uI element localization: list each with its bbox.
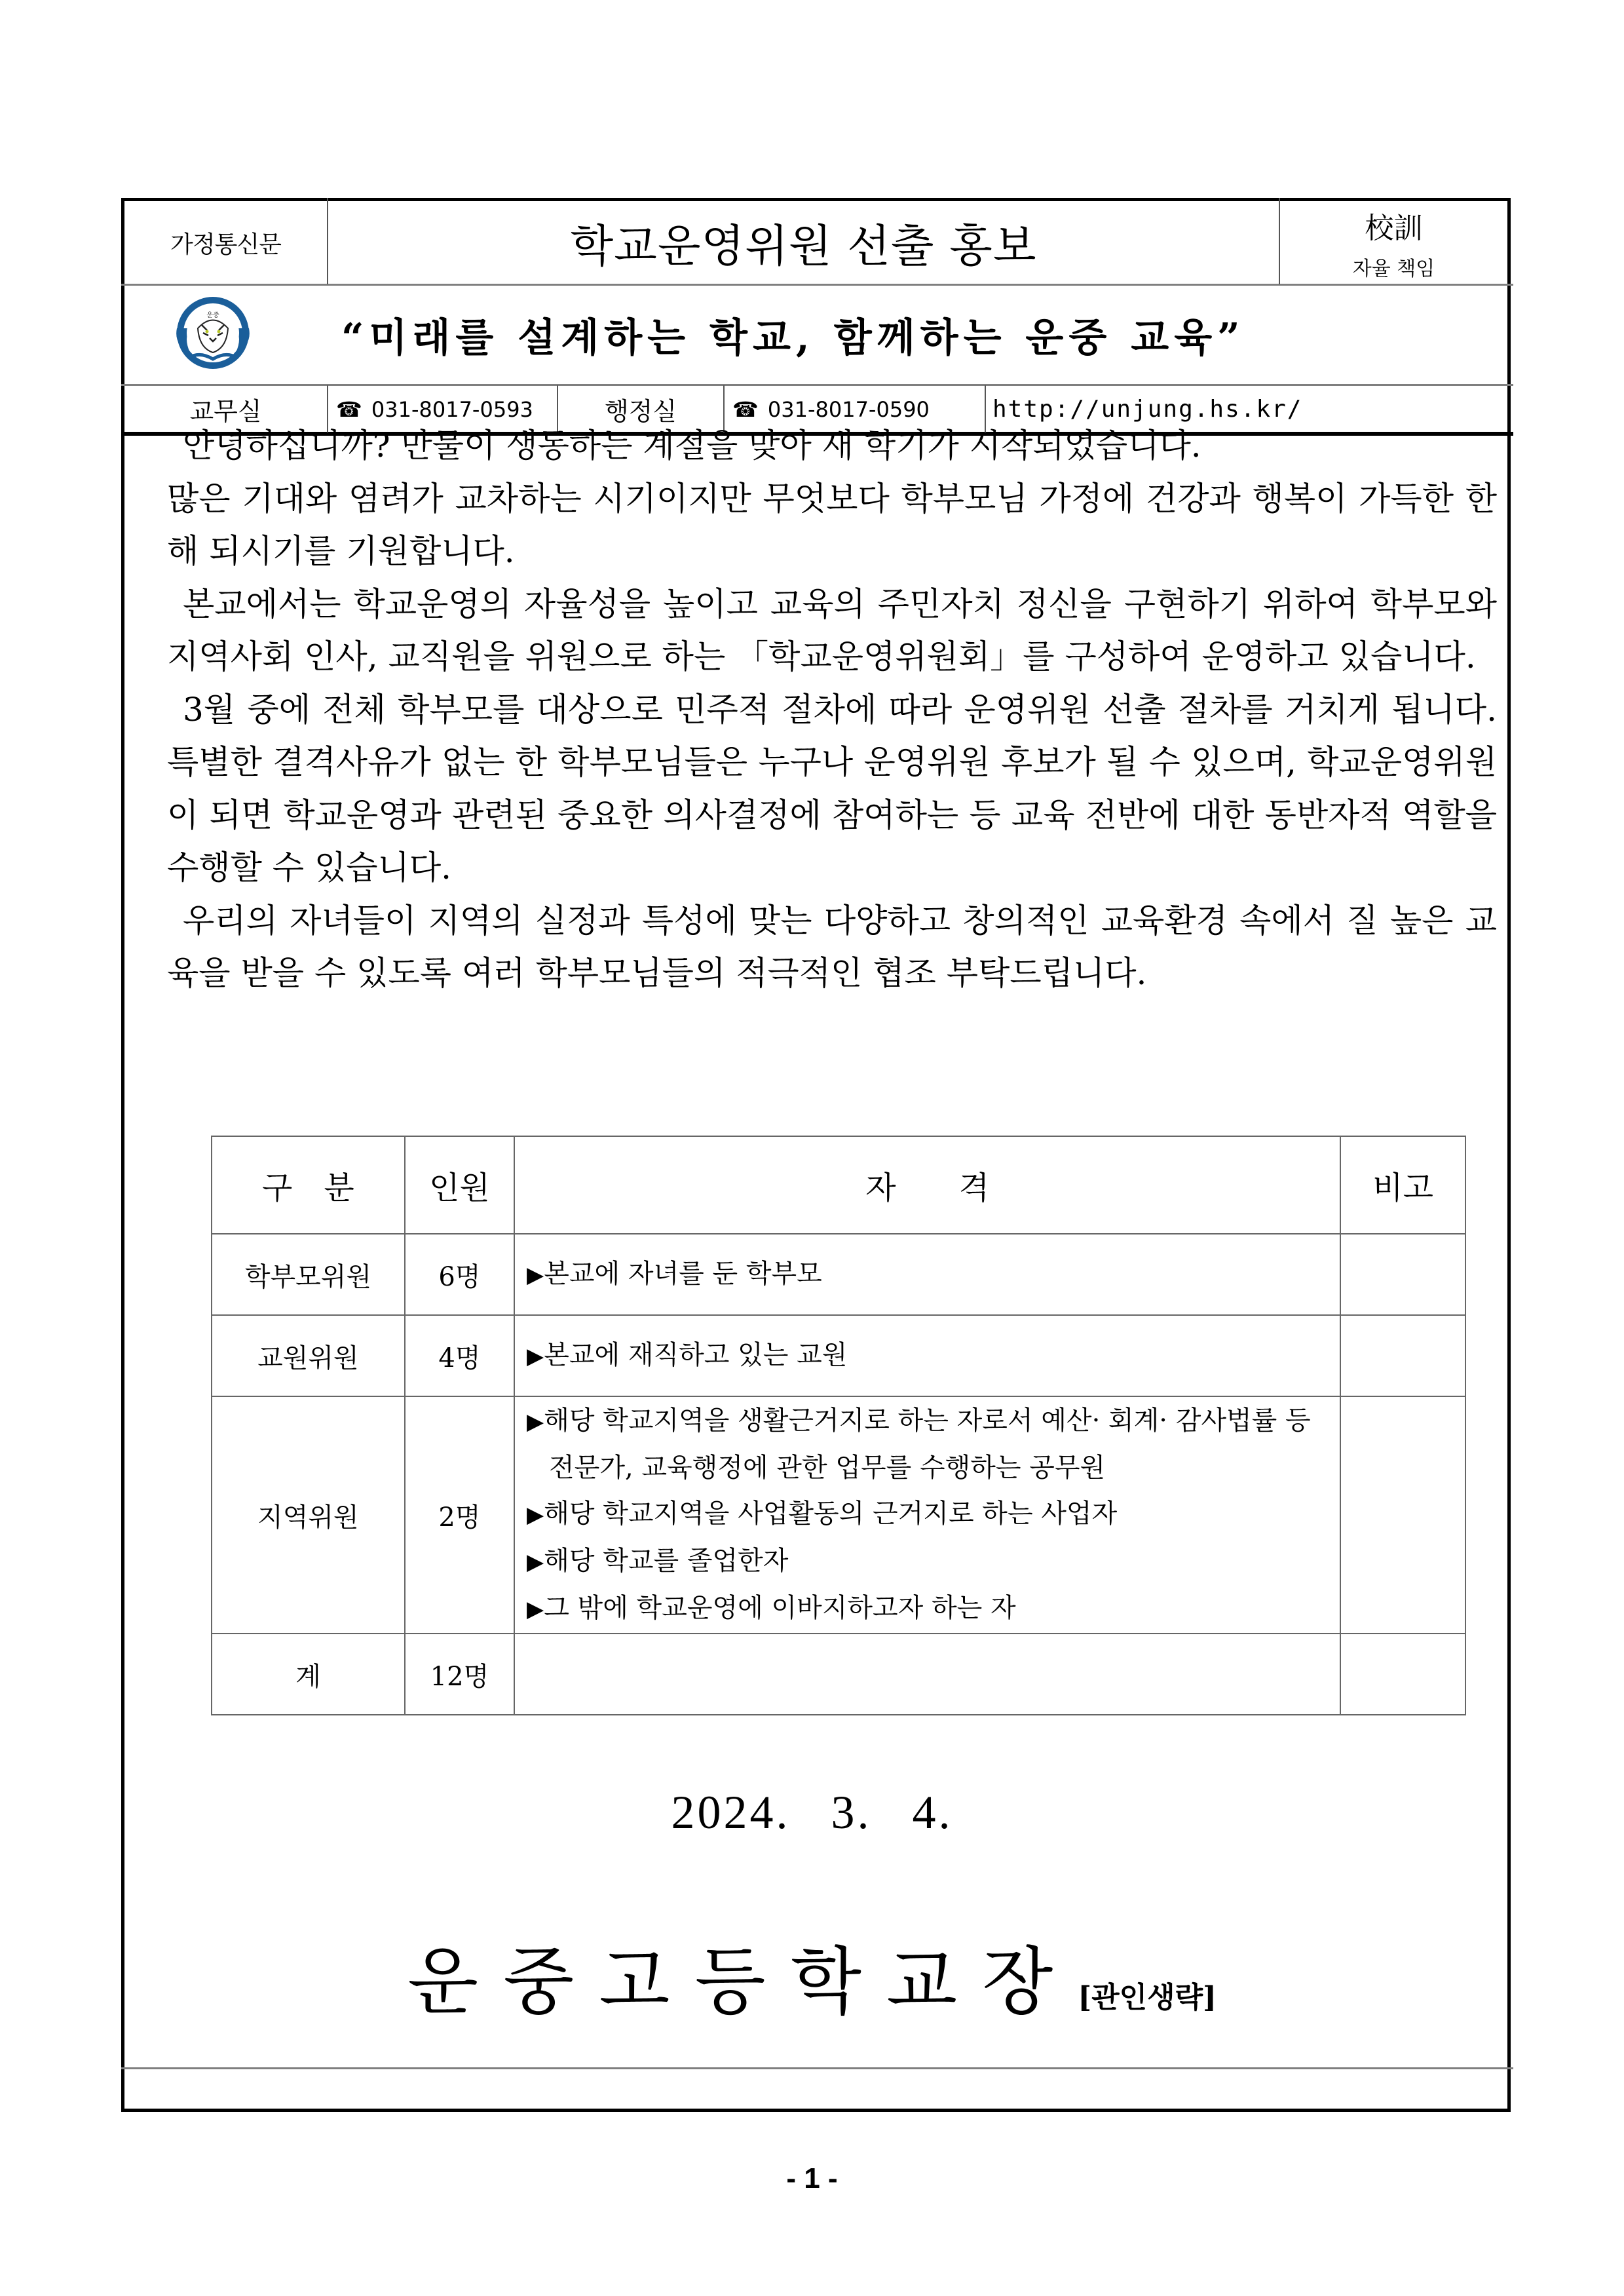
signature-block: [0, 1923, 1624, 2029]
committee-composition-table: [211, 1136, 1466, 1715]
doc-type-label: 가정통신문: [170, 231, 281, 258]
motto-text: 자율 책임: [1352, 257, 1435, 280]
qualification-item: 본교에 자녀를 둔 학부모: [544, 1259, 822, 1289]
qualification-item: 해당 학교지역을 사업활동의 근거지로 하는 사업자: [544, 1499, 1118, 1529]
bullet-icon: ▶: [527, 1596, 544, 1622]
signatory: 운중고등학교장: [407, 1940, 1078, 2025]
phone-icon: ☎: [732, 396, 759, 422]
count-cell: 4명: [405, 1315, 514, 1396]
col-header-qualification: 자 격: [514, 1136, 1340, 1234]
count-cell: 2명: [405, 1396, 514, 1634]
qualification-cell: [514, 1234, 1340, 1315]
qualification-item: 그 밖에 학교운영에 이바지하고자 하는 자: [544, 1593, 1016, 1623]
bullet-icon: ▶: [527, 1502, 544, 1528]
qualification-item: 해당 학교를 졸업한자: [544, 1546, 789, 1576]
col-header-category: 구 분: [212, 1136, 405, 1234]
table-row-total: [212, 1634, 1465, 1715]
bullet-icon: ▶: [527, 1343, 544, 1369]
qualification-item: 본교에 재직하고 있는 교원: [544, 1340, 848, 1370]
qualification-cell: [514, 1315, 1340, 1396]
phone-number[interactable]: 031-8017-0593: [371, 396, 533, 422]
page-number: - 1 -: [786, 2162, 838, 2194]
letter-body: [167, 419, 1497, 1000]
contact-label-academic: 교무실: [189, 397, 262, 426]
page-title: 학교운영위원 선출 홍보: [570, 220, 1037, 273]
table-header-row: [212, 1136, 1465, 1234]
note-cell: [1340, 1315, 1465, 1396]
col-header-count: 인원: [405, 1136, 514, 1234]
issue-date: 2024. 3. 4.: [671, 1786, 953, 1839]
logo-center-text: 운중: [206, 312, 219, 319]
category-cell: 학부모위원: [212, 1234, 405, 1315]
note-cell: [1340, 1634, 1465, 1715]
phone-icon: ☎: [336, 396, 362, 422]
phone-number[interactable]: 031-8017-0590: [767, 396, 930, 422]
motto-heading: 校訓: [1365, 211, 1423, 245]
contact-label-admin: 행정실: [604, 397, 677, 426]
qualification-item: 해당 학교지역을 생활근거지로 하는 자로서 예산· 회계· 감사법률 등 전문가, 교육행정에 관한 업무를 수행하는 공무원: [544, 1406, 1311, 1483]
note-cell: [1340, 1234, 1465, 1315]
divider: [121, 384, 1513, 386]
note-cell: [1340, 1396, 1465, 1634]
bullet-icon: ▶: [527, 1409, 544, 1435]
qualification-cell: [514, 1396, 1340, 1634]
paragraph: 안녕하십니까? 만물이 생동하는 계절을 맞아 새 학기가 시작되었습니다.: [183, 427, 1201, 465]
category-cell: 교원위원: [212, 1315, 405, 1396]
school-url-link[interactable]: http://unjung.hs.kr/: [992, 396, 1303, 423]
col-header-note: 비고: [1340, 1136, 1465, 1234]
school-slogan: “미래를 설계하는 학교, 함께하는 운중 교육”: [341, 315, 1245, 361]
paragraph: 3월 중에 전체 학부모를 대상으로 민주적 절차에 따라 운영위원 선출 절차를 거치게 됩니다. 특별한 결격사유가 없는 한 학부모님들은 누구나 운영위원 후보가 될 수 있으며, 학교운영위원이 되면 학교운영과 관련된 중요한 의사결정에 참여하는 등 교육 전반에 대한 동반자적 역할을 수행할 수 있습니다.: [167, 690, 1497, 887]
table-row: [212, 1396, 1465, 1634]
category-cell: 계: [212, 1634, 405, 1715]
bullet-icon: ▶: [527, 1262, 544, 1288]
category-cell: 지역위원: [212, 1396, 405, 1634]
table-row: [212, 1315, 1465, 1396]
seal-note: [관인생략]: [1078, 1981, 1217, 2014]
school-logo: [170, 292, 255, 378]
table-row: [212, 1234, 1465, 1315]
paragraph: 본교에서는 학교운영의 자율성을 높이고 교육의 주민자치 정신을 구현하기 위하여 학부모와 지역사회 인사, 교직원을 위원으로 하는 「학교운영위원회」를 구성하여 운영하고 있습니다.: [167, 584, 1497, 676]
bullet-icon: ▶: [527, 1549, 544, 1575]
school-motto: [1280, 201, 1507, 284]
count-cell: 6명: [405, 1234, 514, 1315]
count-cell: 12명: [405, 1634, 514, 1715]
paragraph: 우리의 자녀들이 지역의 실정과 특성에 맞는 다양하고 창의적인 교육환경 속에서 질 높은 교육을 받을 수 있도록 여러 학부모님들의 적극적인 협조 부탁드립니다.: [167, 901, 1497, 992]
divider: [121, 2067, 1513, 2069]
qualification-cell: [514, 1634, 1340, 1715]
paragraph: 많은 기대와 염려가 교차하는 시기이지만 무엇보다 학부모님 가정에 건강과 행복이 가득한 한 해 되시기를 기원합니다.: [167, 479, 1497, 570]
